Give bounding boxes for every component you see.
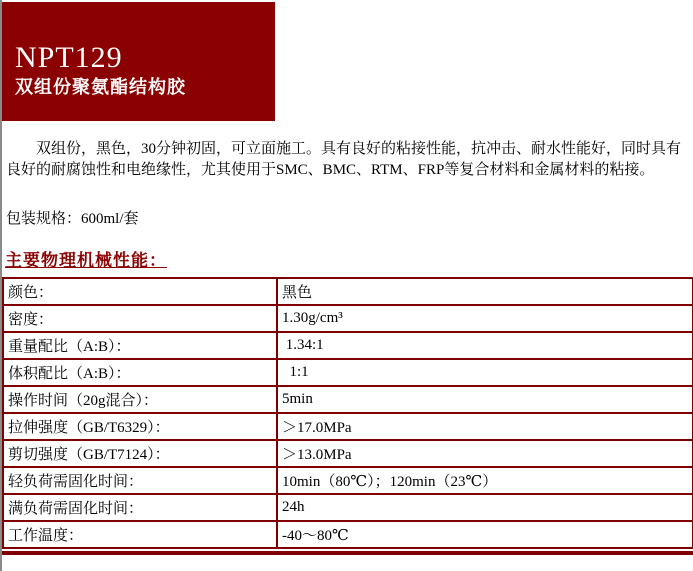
property-value: 10min（80℃）；120min（23℃） bbox=[277, 467, 693, 494]
property-label: 满负荷需固化时间： bbox=[3, 494, 277, 521]
product-description: 双组份，黑色，30分钟初固，可立面施工。具有良好的粘接性能，抗冲击、耐水性能好，同时具有良好的耐腐蚀性和电绝缘性，尤其使用于SMC、BMC、RTM、FRP等复合材料和金属材料的粘接。 bbox=[6, 141, 682, 178]
property-value: ＞17.0MPa bbox=[277, 413, 693, 440]
property-label: 体积配比（A:B）： bbox=[3, 359, 277, 386]
property-label: 轻负荷需固化时间： bbox=[3, 467, 277, 494]
properties-section-heading: 主要物理机械性能： bbox=[5, 251, 167, 270]
packaging-spec: 包装规格：600ml/套 bbox=[6, 211, 139, 227]
next-table-cutoff-border bbox=[2, 551, 693, 555]
table-row-working-temperature bbox=[3, 521, 693, 548]
property-value: 5min bbox=[277, 386, 693, 413]
table-row-density bbox=[3, 305, 693, 332]
product-header-banner bbox=[2, 2, 275, 121]
property-value: ＞13.0MPa bbox=[277, 440, 693, 467]
table-row-volume-ratio bbox=[3, 359, 693, 386]
properties-table bbox=[2, 277, 693, 549]
property-label: 重量配比（A:B）： bbox=[3, 332, 277, 359]
property-label: 密度： bbox=[3, 305, 277, 332]
property-value: 1.30g/cm³ bbox=[277, 305, 693, 332]
property-value: 1:1 bbox=[277, 359, 693, 386]
table-row-working-time bbox=[3, 386, 693, 413]
table-row-shear-strength bbox=[3, 440, 693, 467]
table-row-full-load-cure-time bbox=[3, 494, 693, 521]
table-row-color bbox=[3, 278, 693, 305]
property-value: 24h bbox=[277, 494, 693, 521]
property-label: 操作时间（20g混合）： bbox=[3, 386, 277, 413]
property-label: 工作温度： bbox=[3, 521, 277, 548]
table-row-tensile-strength bbox=[3, 413, 693, 440]
property-value: -40～80℃ bbox=[277, 521, 693, 548]
product-title: NPT129 bbox=[15, 41, 123, 74]
property-label: 颜色： bbox=[3, 278, 277, 305]
table-row-light-load-cure-time bbox=[3, 467, 693, 494]
table-row-weight-ratio bbox=[3, 332, 693, 359]
property-value: 黑色 bbox=[277, 278, 693, 305]
product-subtitle: 双组份聚氨酯结构胶 bbox=[15, 77, 186, 97]
property-label: 拉伸强度（GB/T6329）： bbox=[3, 413, 277, 440]
property-label: 剪切强度（GB/T7124）： bbox=[3, 440, 277, 467]
property-value: 1.34:1 bbox=[277, 332, 693, 359]
